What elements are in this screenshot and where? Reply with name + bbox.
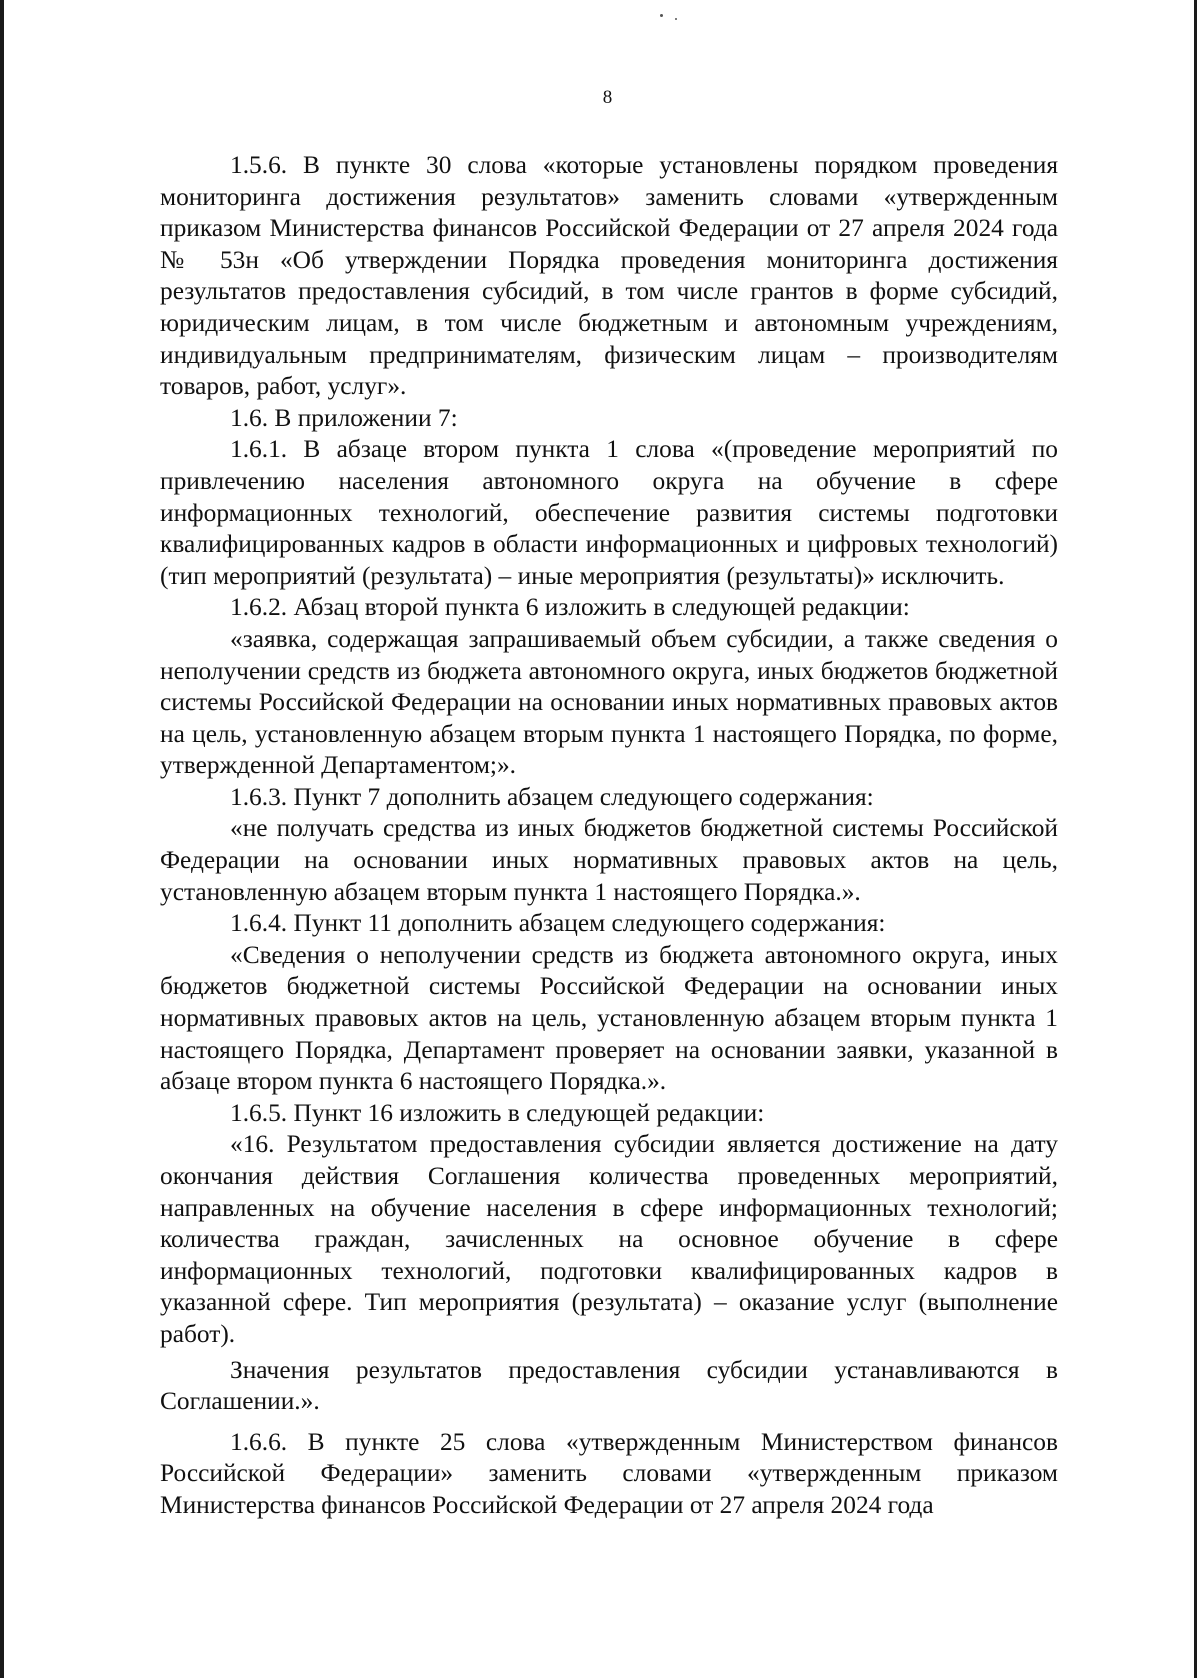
paragraph-quote-ne-poluchat: «не получать средства из иных бюджетов бюджетной системы Российской Федерации на основании иных нормативных правовых актов на цель, установленную абзацем вторым пункта 1 настоящего Порядка.». [160,814,1058,906]
paragraph-quote-svedeniya: «Сведения о неполучении средств из бюджета автономного округа, иных бюджетов бюджетной системы Российской Федерации на основании иных нормативных правовых актов на цель, установленную абзацем вторым пункта 1 настоящего Порядка, Департамент проверяет на основании заявки, указанной в абзаце втором пункта 6 настоящего Порядка.». [160,940,1058,1096]
scan-edge-right [1194,0,1197,1678]
paragraph-1-6-4: 1.6.4. Пункт 11 дополнить абзацем следующего содержания: [230,909,886,938]
scan-speck [675,18,677,20]
scan-edge-left [0,0,4,1678]
paragraph-1-6-3: 1.6.3. Пункт 7 дополнить абзацем следующего содержания: [230,782,874,811]
paragraph-znacheniya: Значения результатов предоставления субсидии устанавливаются в Соглашении.». [160,1355,1058,1416]
paragraph-1-6-2: 1.6.2. Абзац второй пункта 6 изложить в следующей редакции: [230,593,910,622]
paragraph-1-6-6: 1.6.6. В пункте 25 слова «утвержденным Министерством финансов Российской Федерации» заменить словами «утвержденным приказом Министерства финансов Российской Федерации от 27 апреля 2024 года [160,1427,1058,1519]
document-body [160,150,1058,1522]
paragraph-1-6: 1.6. В приложении 7: [230,403,458,432]
page-number: 8 [602,87,613,108]
paragraph-1-6-1: 1.6.1. В абзаце втором пункта 1 слова «(проведение мероприятий по привлечению населения автономного округа на обучение в сфере информационных технологий, обеспечение развития системы подготовки квалифицированных кадров в области информационных и цифровых технологий) (тип мероприятий (результата) – иные мероприятия (результаты)» исключить. [160,435,1058,590]
paragraph-quote-zayavka: «заявка, содержащая запрашиваемый объем субсидии, а также сведения о неполучении средств из бюджета автономного округа, иных бюджетов бюджетной системы Российской Федерации на основании иных нормативных правовых актов на цель, установленную абзацем вторым пункта 1 настоящего Порядка, по форме, утвержденной Департаментом;». [160,624,1058,780]
paragraph-quote-punkt-16: «16. Результатом предоставления субсидии является достижение на дату окончания действия Соглашения количества проведенных мероприятий, направленных на обучение населения в сфере информационных технологий; количества граждан, зачисленных на основное обучение в сфере информационных технологий, подготовки квалифицированных кадров в указанной сфере. Тип мероприятия (результата) – оказание услуг (выполнение работ). [160,1130,1058,1348]
paragraph-1-5-6: 1.5.6. В пункте 30 слова «которые установлены порядком проведения мониторинга достижения результатов» заменить словами «утвержденным приказом Министерства финансов Российской Федерации от 27 апреля 2024 года № 53н «Об утверждении Порядка проведения мониторинга достижения результатов предоставления субсидий, в том числе грантов в форме субсидий, юридическим лицам, в том числе бюджетным и автономным учреждениям, индивидуальным предпринимателям, физическим лицам – производителям товаров, работ, услуг». [160,151,1058,401]
scan-speck [660,14,663,17]
paragraph-1-6-5: 1.6.5. Пункт 16 изложить в следующей редакции: [230,1098,765,1127]
